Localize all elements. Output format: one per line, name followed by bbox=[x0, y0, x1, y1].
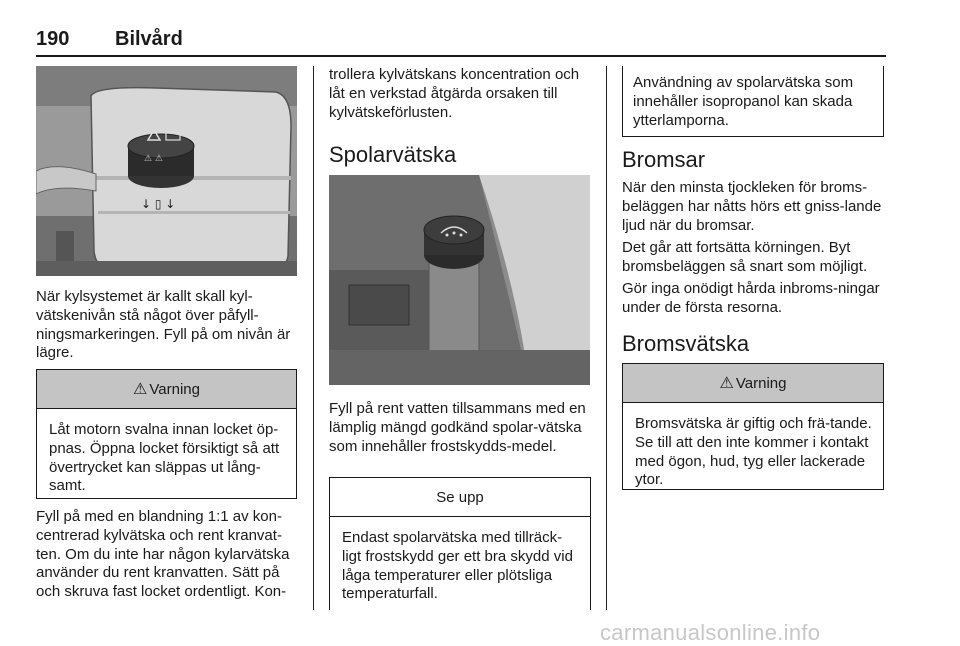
washer-fill-paragraph: Fyll på rent vatten tillsammans med en lämplig mängd godkänd spolar-vätska som innehåller frostskydds-medel. bbox=[329, 400, 586, 455]
warning-header bbox=[37, 370, 296, 409]
brakes-paragraph: Det går att fortsätta körningen. Byt bromsbeläggen så snart som möjligt. bbox=[622, 239, 868, 275]
warning-triangle-icon: ⚠ bbox=[719, 375, 734, 392]
washer-notice-box bbox=[329, 477, 591, 610]
washer-reservoir-illustration bbox=[329, 175, 590, 385]
svg-text:↓ ▯ ↓: ↓ ▯ ↓ bbox=[141, 197, 176, 211]
svg-text:⚠ ⚠: ⚠ ⚠ bbox=[144, 154, 163, 164]
brakes-heading: Bromsar bbox=[622, 147, 706, 172]
warning-header bbox=[623, 364, 883, 403]
brake-fluid-heading: Bromsvätska bbox=[622, 331, 750, 356]
column-divider bbox=[313, 66, 314, 610]
warning-title: Varning bbox=[149, 380, 200, 398]
warning-title: Varning bbox=[735, 374, 787, 392]
coolant-fill-paragraph: Fyll på med en blandning 1:1 av kon-centrerad kylvätska och rent kranvat-ten. Om du inte har någon kylarvätska använder du rent kranvatten. Sätt på och skruva fast locket ordentligt. Kon- bbox=[36, 508, 290, 601]
coolant-reservoir-photo bbox=[36, 66, 297, 276]
notice-header bbox=[330, 478, 590, 517]
column-divider bbox=[606, 66, 607, 610]
notice-title: Se upp bbox=[436, 488, 484, 506]
watermark: carmanualsonline.info bbox=[600, 620, 821, 645]
notice-body: Endast spolarvätska med tillräck-ligt frostskydd ger ett bra skydd vid låga temperaturer eller plötsliga temperaturfall. bbox=[342, 529, 573, 603]
brakes-paragraph: Gör inga onödigt hårda inbroms-ningar under de första resorna. bbox=[622, 280, 880, 316]
washer-reservoir-photo bbox=[329, 175, 590, 385]
warning-body: Bromsvätska är giftig och frä-tande. Se till att den inte kommer i kontakt med ögon, hud, tyg eller lackerade ytor. bbox=[635, 415, 872, 489]
brake-fluid-warning-box bbox=[622, 363, 884, 490]
coolant-warning-box bbox=[36, 369, 297, 499]
header-rule bbox=[36, 55, 886, 57]
coolant-level-paragraph: När kylsystemet är kallt skall kyl-vätskenivån stå något över påfyll-ningsmarkeringen. Fyll på om nivån är lägre. bbox=[36, 288, 291, 362]
page-number: 190 bbox=[36, 28, 70, 50]
chapter-title: Bilvård bbox=[115, 28, 183, 50]
coolant-reservoir-illustration bbox=[36, 66, 297, 276]
washer-fluid-heading: Spolarvätska bbox=[329, 142, 457, 167]
brakes-paragraph: När den minsta tjockleken för broms-beläggen har nåtts hörs ett gniss-lande ljud när du bromsar. bbox=[622, 179, 882, 234]
warning-body: Låt motorn svalna innan locket öp-pnas. Öppna locket försiktigt så att övertrycket kan släppas ut lång-samt. bbox=[49, 421, 280, 495]
washer-notice-continued: Användning av spolarvätska som innehåller isopropanol kan skada ytterlamporna. bbox=[622, 66, 884, 137]
coolant-continuation-paragraph: trollera kylvätskans koncentration och låt en verkstad åtgärda orsaken till kylvätskeförlusten. bbox=[329, 66, 580, 121]
warning-triangle-icon: ⚠ bbox=[133, 381, 148, 398]
